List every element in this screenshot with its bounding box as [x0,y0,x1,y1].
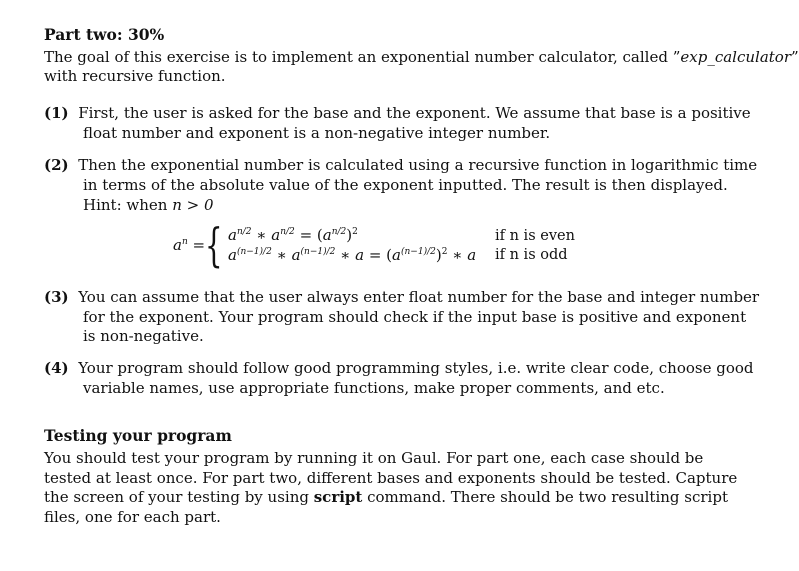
item-1-text: First, the user is asked for the base and the exponent. We assume that base is a positive [78,104,751,122]
item-3-line-2: for the exponent. Your program should check if the input base is positive and exponent [83,308,747,326]
item-2-line-3 [83,196,214,214]
testing-line-1: You should test your program by running it on Gaul. For part one, each case should be [44,449,704,467]
item-4-number: (4) [44,359,69,377]
script-command: script [313,488,363,506]
item-3-line-1 [44,288,759,306]
formula-case-1: $a^{n/2}$ ∗ $a^{n/2} = (a^{n/2})^2$ [228,226,358,244]
part-two-heading: Part two: 30% [44,25,165,44]
formula-lhs [173,236,205,254]
testing-line-4: files, one for each part. [44,508,221,526]
item-3-number: (3) [44,288,69,306]
item-2-number: (2) [44,156,69,174]
intro-quote: ” [791,48,799,66]
testing-line-3-post: command. There should be two resulting script [362,488,728,506]
program-name: exp_calculator [680,48,791,66]
item-3-text: You can assume that the user always enter float number for the base and integer number [78,288,760,306]
intro-text: The goal of this exercise is to implement an exponential number calculator, called ” [44,48,681,66]
item-4-line-1 [44,359,754,377]
item-2-line-2: in terms of the absolute value of the exponent inputted. The result is then displayed. [83,176,728,194]
item-1-number: (1) [44,104,69,122]
testing-heading: Testing your program [44,426,232,445]
formula-base: a [173,236,182,254]
hint-label: Hint: when [83,196,173,214]
item-1-line-2: float number and exponent is a non-negative integer number. [83,124,551,142]
testing-line-2: tested at least once. For part two, different bases and exponents should be tested. Capture [44,469,738,487]
testing-line-3 [44,488,728,506]
item-4-line-2: variable names, use appropriate functions, make proper comments, and etc. [83,379,665,397]
item-2-line-1 [44,156,757,174]
item-2-text: Then the exponential number is calculated using a recursive function in logarithmic time [78,156,758,174]
testing-line-3-pre: the screen of your testing by using [44,488,314,506]
intro-line-1 [44,48,799,66]
formula-condition-odd: if n is odd [495,247,568,263]
hint-condition: n > 0 [172,196,214,214]
formula-exponent: n [181,237,188,247]
formula-case-2: $a^{(n-1)/2}$ ∗ $a^{(n-1)/2}$ ∗ $a = (a^{(n-1)/2})^2$ ∗ a [228,246,477,264]
formula-equals: = [192,236,206,254]
formula-condition-even: if n is even [495,228,575,244]
formula-brace: { [205,218,223,272]
item-3-line-3: is non-negative. [83,327,204,345]
intro-line-2: with recursive function. [44,67,226,85]
item-1-line-1 [44,104,751,122]
item-4-text: Your program should follow good programming styles, i.e. write clear code, choose good [78,359,754,377]
